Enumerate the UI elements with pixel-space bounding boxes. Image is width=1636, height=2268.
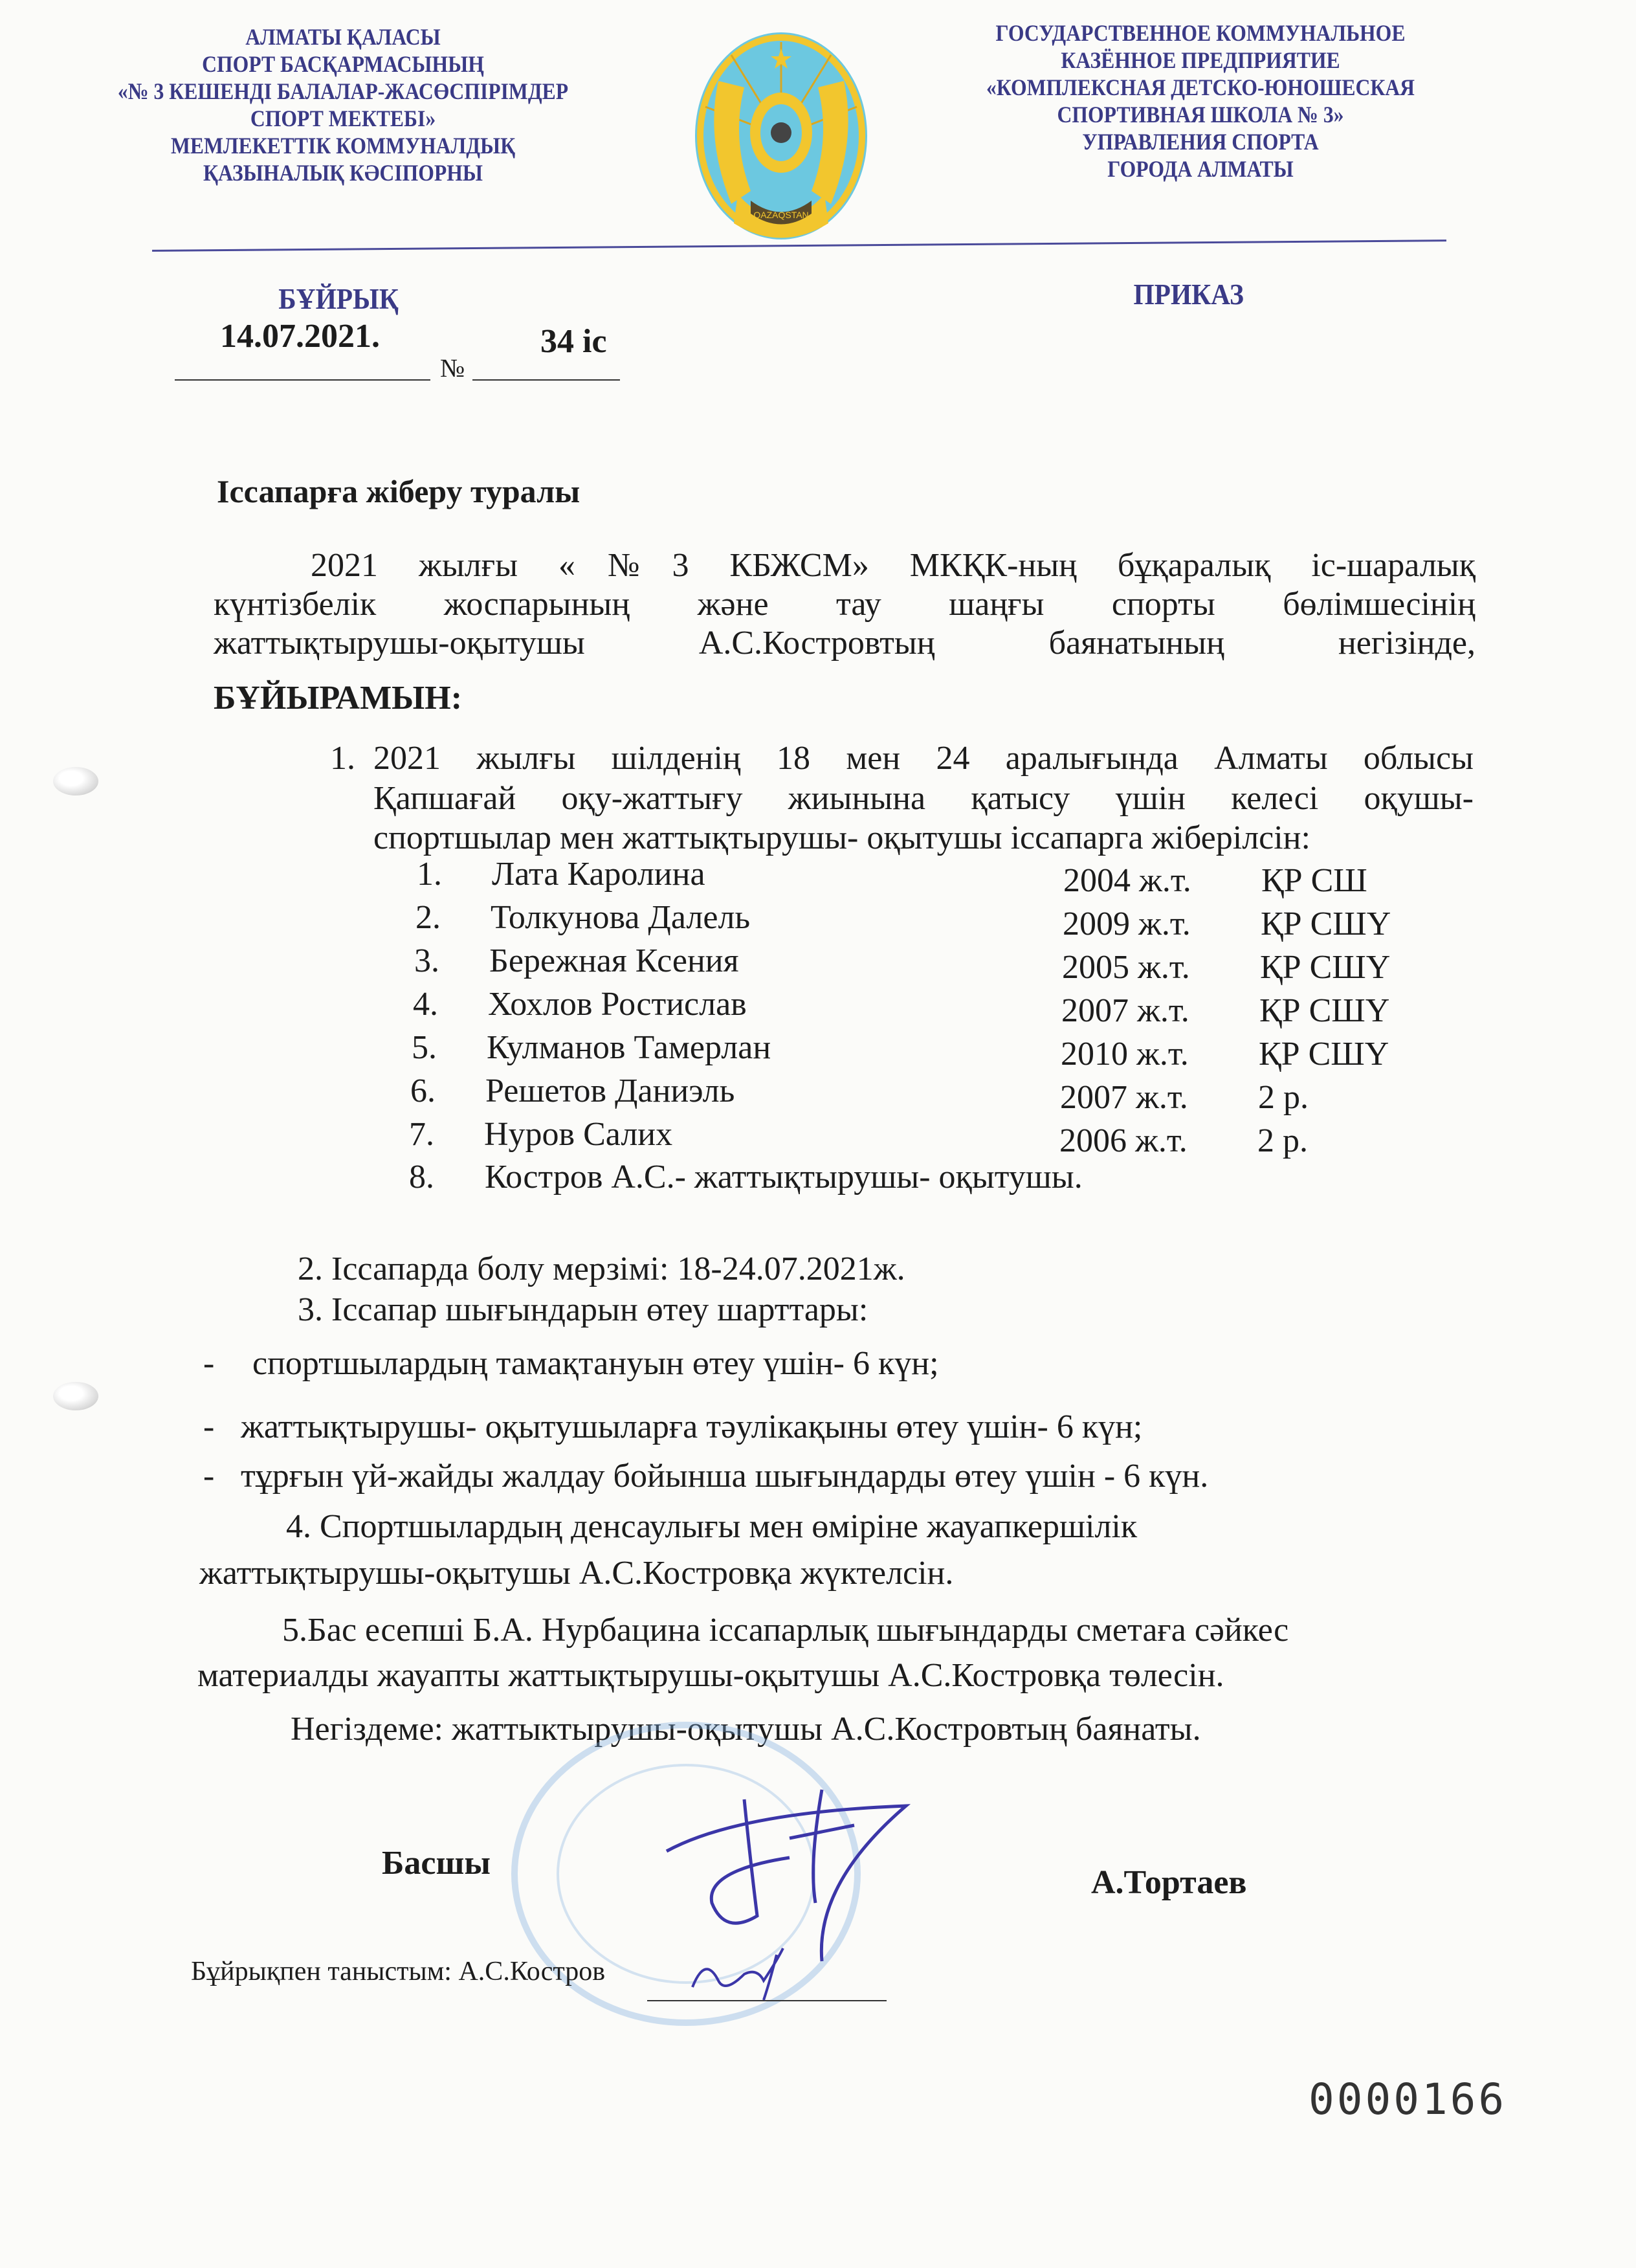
header-line: МЕМЛЕКЕТТІК КОММУНАЛДЫҚ <box>170 133 516 159</box>
header-line: КАЗЁННОЕ ПРЕДПРИЯТИЕ <box>1061 47 1340 73</box>
signatory-name: А.Тортаев <box>1091 1864 1247 1901</box>
bullet-item: жаттықтырушы- оқытушыларға тәулікақыны өтеу үшін- 6 күн; <box>241 1408 1143 1445</box>
participant-number: 6. <box>410 1073 436 1109</box>
order-label-ru: ПРИКАЗ <box>1133 278 1244 311</box>
bullet-item: тұрғын үй-жайды жалдау бойынша шығындарды өтеу үшін - 6 күн. <box>241 1458 1209 1495</box>
item4-line: жаттықтырушы-оқытушы А.С.Костровқа жүктелсін. <box>199 1555 954 1592</box>
preamble-line: күнтізбелік жоспарының және тау шаңғы спорты бөлімшесінің <box>214 586 1476 623</box>
state-emblem-icon <box>692 29 870 249</box>
number-sign: № <box>440 353 465 383</box>
participant-number: 5. <box>412 1029 437 1066</box>
participant-name: Решетов Даниэль <box>485 1073 735 1109</box>
coach-signature-icon <box>686 1942 802 2003</box>
participant-number: 7. <box>409 1116 434 1153</box>
document-title: Іссапарға жіберу туралы <box>217 473 580 509</box>
emblem-text: QAZAQSTAN <box>753 210 809 220</box>
preamble-line: жаттықтырушы-оқытушы А.С.Костровтың баянатының негізінде, <box>214 625 1476 662</box>
order-label-kz: БҰЙРЫҚ <box>278 282 399 315</box>
header-line: ГОРОДА АЛМАТЫ <box>1107 156 1294 182</box>
preamble-line: 2021 жылғы «№3 КБЖСМ» МКҚК-ның бұқаралық іс-шаралық <box>311 547 1476 584</box>
bullet-dash: - <box>203 1345 215 1382</box>
item1-line: спортшылар мен жаттықтырушы- оқытушы іссапарга жіберілсін: <box>373 819 1310 856</box>
item1-line: Қапшағай оқу-жаттығу жиынына қатысу үшін келесі оқушы- <box>373 780 1474 817</box>
header-line: «КОМПЛЕКСНАЯ ДЕТСКО-ЮНОШЕСКАЯ <box>986 74 1415 100</box>
participant-birth-year: 2010 ж.т. <box>1061 1036 1189 1073</box>
basis-line: Негіздеме: жаттыктырушы-оқытушы А.С.Костровтың баянаты. <box>291 1711 1201 1748</box>
participant-number: 3. <box>414 942 439 979</box>
participant-number: 4. <box>413 986 438 1023</box>
participant-birth-year: 2005 ж.т. <box>1062 949 1190 986</box>
coach-text: Костров А.С.- жаттықтырушы- оқытушы. <box>485 1159 1083 1195</box>
participant-rank: ҚР СШ <box>1261 862 1367 899</box>
header-line: СПОРТ МЕКТЕБІ» <box>250 106 436 131</box>
punch-hole <box>53 767 98 795</box>
participant-birth-year: 2009 ж.т. <box>1063 906 1191 942</box>
bullet-dash: - <box>203 1408 215 1445</box>
participant-birth-year: 2004 ж.т. <box>1063 862 1191 899</box>
participant-birth-year: 2007 ж.т. <box>1060 1079 1188 1116</box>
header-right-ru <box>944 19 1457 183</box>
item3-heading: 3. Іссапар шығындарын өтеу шарттары: <box>298 1291 868 1328</box>
participant-name: Бережная Ксения <box>489 942 739 979</box>
item2: 2. Іссапарда болу мерзімі: 18-24.07.2021ж. <box>298 1251 905 1287</box>
participant-rank: ҚР СШҮ <box>1261 906 1391 942</box>
participant-rank: ҚР СШҮ <box>1259 992 1390 1029</box>
number-underline <box>472 379 620 381</box>
item1-line: 2021 жылғы шілденің 18 мен 24 аралығында Алматы облысы <box>373 740 1474 777</box>
header-line: АЛМАТЫ ҚАЛАСЫ <box>245 24 441 50</box>
coach-number: 8. <box>409 1159 434 1195</box>
item5-line: 5.Бас есепші Б.А. Нурбацина іссапарлық шығындарды сметаға сәйкес <box>282 1612 1289 1649</box>
date-underline <box>175 379 430 381</box>
page-number: 0000166 <box>1309 2074 1507 2124</box>
order-date: 14.07.2021. <box>220 318 380 355</box>
header-line: УПРАВЛЕНИЯ СПОРТА <box>1082 129 1319 155</box>
header-line: «№ 3 КЕШЕНДІ БАЛАЛАР-ЖАСӨСПІРІМДЕР <box>117 78 569 104</box>
bullet-item: спортшылардың тамақтануын өтеу үшін- 6 күн; <box>252 1345 939 1382</box>
participant-rank: ҚР СШҮ <box>1259 1036 1389 1073</box>
participant-rank: 2 р. <box>1258 1079 1309 1116</box>
decree-word: БҰЙЫРАМЫН: <box>214 680 463 717</box>
participant-name: Кулманов Тамерлан <box>487 1029 771 1066</box>
item5-line: материалды жауапты жаттықтырушы-оқытушы А.С.Костровқа төлесін. <box>197 1657 1224 1694</box>
bullet-dash: - <box>203 1458 215 1495</box>
participant-number: 1. <box>417 856 442 893</box>
header-line: ҚАЗЫНАЛЫҚ КӘСІПОРНЫ <box>203 160 483 186</box>
participant-name: Нуров Салих <box>484 1116 673 1153</box>
participant-name: Хохлов Ростислав <box>488 986 747 1023</box>
item-number: 1. <box>330 740 355 777</box>
punch-hole <box>53 1382 98 1410</box>
item4-line: 4. Спортшылардың денсаулығы мен өміріне жауапкершілік <box>286 1508 1138 1545</box>
signatory-position: Басшы <box>382 1845 491 1882</box>
header-line: СПОРТИВНАЯ ШКОЛА № 3» <box>1057 102 1344 128</box>
participant-name: Лата Каролина <box>492 856 705 893</box>
acknowledgement: Бұйрықпен таныстым: А.С.Костров <box>191 1957 606 1986</box>
participant-rank: ҚР СШҮ <box>1260 949 1391 986</box>
header-left-kz <box>87 23 599 186</box>
participant-name: Толкунова Далель <box>491 899 751 936</box>
header-line: ГОСУДАРСТВЕННОЕ КОММУНАЛЬНОЕ <box>995 20 1406 46</box>
participant-birth-year: 2007 ж.т. <box>1061 992 1189 1029</box>
order-number: 34 іс <box>540 323 607 360</box>
participant-rank: 2 р. <box>1257 1122 1308 1159</box>
participant-number: 2. <box>415 899 441 936</box>
header-line: СПОРТ БАСҚАРМАСЫНЫҢ <box>202 51 484 77</box>
participant-birth-year: 2006 ж.т. <box>1059 1122 1188 1159</box>
